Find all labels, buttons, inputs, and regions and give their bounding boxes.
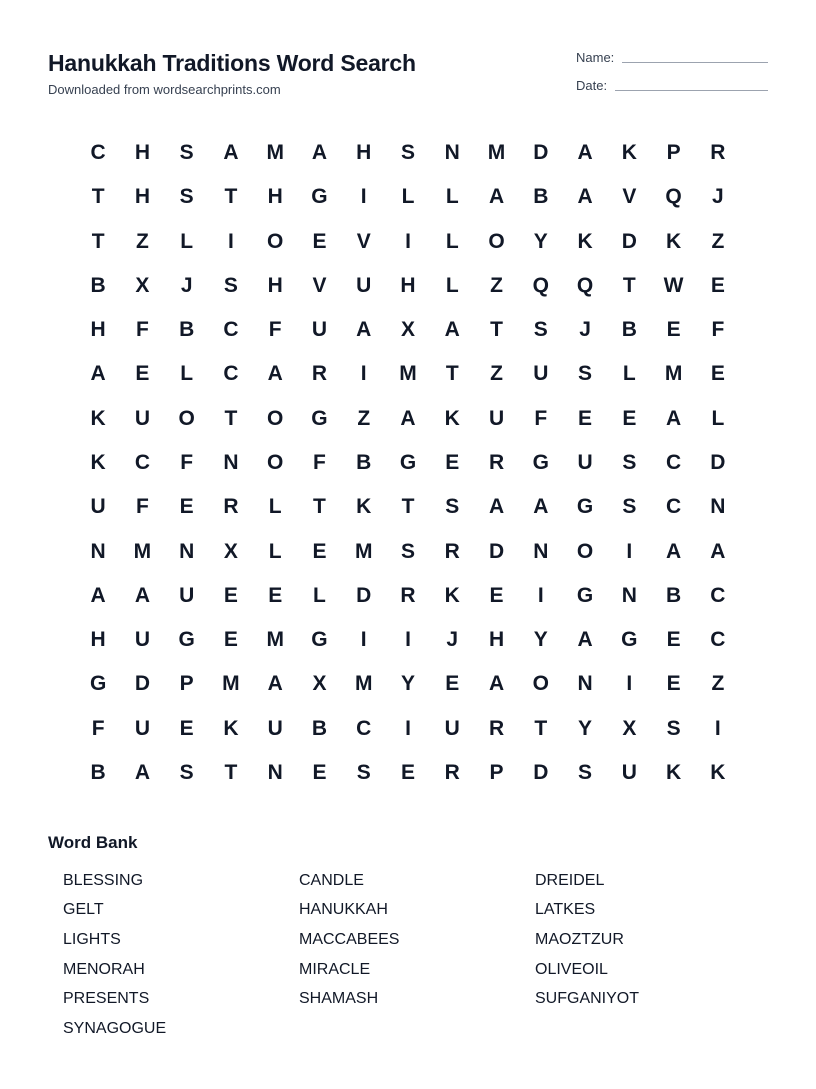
word-bank-item: SUFGANIYOT xyxy=(535,990,640,1008)
grid-letter: S xyxy=(578,760,593,784)
grid-letter: F xyxy=(135,318,149,342)
grid-letter: Q xyxy=(576,273,594,297)
grid-letter: C xyxy=(134,450,150,474)
grid-letter: A xyxy=(666,539,682,563)
grid-letter: O xyxy=(178,406,195,430)
grid-letter: K xyxy=(223,716,239,740)
grid-letter: G xyxy=(576,583,594,607)
grid-letter: A xyxy=(311,141,328,165)
grid-letter: Z xyxy=(711,672,725,696)
grid-letter: D xyxy=(134,672,150,696)
grid-letter: B xyxy=(356,450,372,474)
grid-letter: E xyxy=(666,628,681,652)
word-bank-item: PRESENTS xyxy=(63,990,150,1008)
grid-letter: A xyxy=(577,185,593,209)
grid-letter: O xyxy=(267,229,284,253)
grid-letter: E xyxy=(666,672,681,696)
grid-letter: Y xyxy=(400,672,415,696)
word-bank-title: Word Bank xyxy=(48,833,138,852)
grid-letter: M xyxy=(354,672,373,696)
grid-letter: H xyxy=(488,628,505,652)
grid-letter: D xyxy=(621,229,637,253)
grid-letter: R xyxy=(488,716,505,740)
date-line xyxy=(615,79,768,91)
grid-letter: A xyxy=(488,495,505,519)
grid-letter: I xyxy=(626,539,633,563)
grid-letter: H xyxy=(267,273,283,297)
grid-letter: E xyxy=(666,318,681,342)
grid-letter: D xyxy=(356,583,372,607)
grid-letter: R xyxy=(444,760,460,784)
grid-letter: K xyxy=(444,583,460,607)
grid-letter: T xyxy=(401,495,415,519)
grid-letter: I xyxy=(405,716,411,740)
grid-letter: T xyxy=(534,716,548,740)
grid-letter: U xyxy=(90,495,106,519)
word-bank-item: HANUKKAH xyxy=(299,901,388,919)
grid-letter: S xyxy=(666,716,681,740)
grid-letter: K xyxy=(710,760,726,784)
grid-letter: M xyxy=(266,141,284,165)
grid-letter: A xyxy=(134,583,150,607)
grid-letter: L xyxy=(401,185,415,209)
grid-letter: O xyxy=(267,406,284,430)
grid-letter: Y xyxy=(578,716,593,740)
date-field xyxy=(576,78,768,93)
grid-letter: E xyxy=(312,539,327,563)
grid-letter: C xyxy=(223,362,239,386)
grid-letter: O xyxy=(267,450,284,474)
grid-letter: U xyxy=(311,318,328,342)
grid-letter: X xyxy=(223,539,238,563)
grid-letter: S xyxy=(578,362,593,386)
grid-letter: T xyxy=(224,185,238,209)
grid-letter: L xyxy=(313,583,326,607)
grid-letter: A xyxy=(488,185,505,209)
grid-letter: K xyxy=(356,495,372,519)
grid-letter: A xyxy=(223,141,239,165)
word-bank-item: MAOZTZUR xyxy=(535,930,624,948)
grid-letter: U xyxy=(444,716,460,740)
grid-letter: A xyxy=(577,141,593,165)
grid-letter: U xyxy=(488,406,505,430)
grid-letter: Q xyxy=(665,185,682,209)
grid-letter: L xyxy=(180,229,194,253)
grid-letter: W xyxy=(663,273,684,297)
letter-grid xyxy=(76,131,740,795)
grid-letter: R xyxy=(710,141,726,165)
grid-letter: C xyxy=(356,716,372,740)
grid-letter: I xyxy=(405,628,411,652)
grid-letter: Z xyxy=(135,229,149,253)
grid-letter: T xyxy=(91,185,105,209)
grid-letter: E xyxy=(223,628,238,652)
grid-letter: J xyxy=(712,185,724,209)
grid-letter: R xyxy=(444,539,460,563)
grid-letter: A xyxy=(90,362,106,386)
grid-letter: N xyxy=(577,672,593,696)
grid-letter: D xyxy=(488,539,505,563)
grid-letter: U xyxy=(356,273,372,297)
grid-letter: K xyxy=(621,141,637,165)
grid-letter: G xyxy=(311,628,328,652)
grid-letter: E xyxy=(445,450,460,474)
grid-letter: U xyxy=(179,583,195,607)
grid-letter: T xyxy=(224,760,238,784)
grid-letter: H xyxy=(134,185,150,209)
grid-letter: I xyxy=(405,229,411,253)
grid-letter: L xyxy=(445,229,459,253)
grid-letter: C xyxy=(710,583,726,607)
grid-letter: M xyxy=(399,362,417,386)
grid-letter: M xyxy=(266,628,284,652)
grid-letter: S xyxy=(223,273,238,297)
grid-letter: N xyxy=(444,141,460,165)
word-bank-item: DREIDEL xyxy=(535,871,605,889)
grid-letter: F xyxy=(313,450,326,474)
grid-letter: T xyxy=(445,362,459,386)
grid-letter: A xyxy=(666,406,682,430)
grid-letter: H xyxy=(134,141,150,165)
grid-letter: O xyxy=(488,229,505,253)
grid-letter: F xyxy=(135,495,149,519)
grid-letter: K xyxy=(444,406,460,430)
grid-letter: R xyxy=(488,450,505,474)
word-bank-item: LATKES xyxy=(535,901,596,919)
grid-letter: A xyxy=(267,362,283,386)
grid-letter: E xyxy=(312,229,327,253)
grid-letter: V xyxy=(312,273,327,297)
grid-letter: E xyxy=(312,760,327,784)
grid-letter: U xyxy=(533,362,549,386)
grid-letter: O xyxy=(576,539,594,563)
grid-letter: M xyxy=(664,362,683,386)
grid-letter: K xyxy=(90,450,106,474)
grid-letter: S xyxy=(400,141,415,165)
grid-letter: B xyxy=(179,318,195,342)
grid-letter: E xyxy=(179,495,194,519)
grid-letter: F xyxy=(268,318,282,342)
grid-letter: S xyxy=(179,760,194,784)
name-line xyxy=(622,51,768,63)
word-bank-item: MIRACLE xyxy=(299,960,371,978)
grid-letter: T xyxy=(313,495,326,519)
word-bank-item: CANDLE xyxy=(299,871,364,889)
word-bank-item: OLIVEOIL xyxy=(535,960,608,978)
grid-letter: N xyxy=(710,495,726,519)
grid-letter: F xyxy=(711,318,725,342)
grid-letter: G xyxy=(311,185,328,209)
grid-letter: A xyxy=(267,672,283,696)
grid-letter: Z xyxy=(711,229,725,253)
grid-letter: C xyxy=(666,450,682,474)
grid-letter: M xyxy=(133,539,152,563)
grid-letter: H xyxy=(267,185,283,209)
grid-letter: A xyxy=(400,406,416,430)
grid-letter: Y xyxy=(533,628,548,652)
grid-letter: E xyxy=(223,583,238,607)
grid-letter: T xyxy=(91,229,105,253)
grid-letter: E xyxy=(622,406,637,430)
grid-letter: V xyxy=(356,229,371,253)
grid-letter: Z xyxy=(490,362,503,386)
grid-letter: I xyxy=(360,362,367,386)
grid-letter: E xyxy=(179,716,194,740)
grid-letter: K xyxy=(666,229,682,253)
word-bank-item: LIGHTS xyxy=(63,930,121,948)
grid-letter: K xyxy=(90,406,106,430)
grid-letter: E xyxy=(400,760,415,784)
grid-letter: C xyxy=(710,628,726,652)
grid-letter: A xyxy=(577,628,593,652)
grid-letter: M xyxy=(487,141,506,165)
grid-letter: L xyxy=(268,539,282,563)
grid-letter: S xyxy=(400,539,415,563)
page-title: Hanukkah Traditions Word Search xyxy=(48,50,416,76)
grid-letter: D xyxy=(710,450,726,474)
grid-letter: U xyxy=(134,406,150,430)
grid-letter: S xyxy=(356,760,371,784)
word-bank-item: SHAMASH xyxy=(299,990,379,1008)
word-bank-item: MACCABEES xyxy=(299,930,400,948)
source-credit: Downloaded from wordsearchprints.com xyxy=(48,82,281,97)
grid-letter: F xyxy=(534,406,548,430)
grid-letter: I xyxy=(360,628,367,652)
grid-letter: A xyxy=(356,318,372,342)
grid-letter: L xyxy=(180,362,194,386)
grid-letter: E xyxy=(578,406,593,430)
grid-letter: I xyxy=(537,583,544,607)
grid-letter: C xyxy=(90,141,106,165)
grid-letter: M xyxy=(222,672,240,696)
grid-letter: G xyxy=(178,628,195,652)
grid-letter: G xyxy=(532,450,549,474)
grid-letter: Z xyxy=(490,273,503,297)
grid-letter: J xyxy=(180,273,193,297)
grid-letter: B xyxy=(666,583,682,607)
grid-letter: H xyxy=(356,141,372,165)
grid-letter: B xyxy=(90,760,106,784)
grid-letter: E xyxy=(710,362,725,386)
grid-letter: D xyxy=(533,141,549,165)
grid-letter: A xyxy=(90,583,106,607)
grid-letter: G xyxy=(621,628,638,652)
grid-letter: E xyxy=(135,362,150,386)
grid-letter: U xyxy=(267,716,283,740)
word-bank-item: BLESSING xyxy=(63,871,144,889)
grid-letter: U xyxy=(621,760,637,784)
grid-letter: X xyxy=(622,716,637,740)
grid-letter: B xyxy=(311,716,328,740)
grid-letter: A xyxy=(488,672,505,696)
grid-letter: Z xyxy=(357,406,371,430)
grid-letter: K xyxy=(577,229,593,253)
grid-letter: A xyxy=(710,539,726,563)
grid-letter: N xyxy=(533,539,549,563)
grid-letter: M xyxy=(354,539,373,563)
grid-letter: A xyxy=(533,495,549,519)
grid-letter: L xyxy=(711,406,725,430)
grid-letter: I xyxy=(228,229,234,253)
grid-letter: H xyxy=(90,318,106,342)
grid-letter: B xyxy=(621,318,637,342)
grid-letter: L xyxy=(445,273,459,297)
grid-letter: A xyxy=(444,318,460,342)
grid-letter: S xyxy=(179,185,194,209)
grid-letter: G xyxy=(311,406,328,430)
grid-letter: N xyxy=(179,539,195,563)
grid-letter: J xyxy=(446,628,459,652)
grid-letter: G xyxy=(89,672,107,696)
grid-letter: N xyxy=(621,583,637,607)
grid-letter: U xyxy=(134,628,150,652)
grid-letter: L xyxy=(268,495,282,519)
grid-letter: K xyxy=(666,760,682,784)
name-field xyxy=(576,50,768,65)
grid-letter: J xyxy=(579,318,591,342)
word-bank xyxy=(63,866,783,1044)
grid-letter: E xyxy=(489,583,504,607)
grid-letter: U xyxy=(134,716,150,740)
grid-letter: R xyxy=(223,495,239,519)
grid-letter: S xyxy=(533,318,548,342)
grid-letter: I xyxy=(360,185,367,209)
grid-letter: S xyxy=(179,141,194,165)
grid-letter: N xyxy=(267,760,283,784)
grid-letter: B xyxy=(533,185,549,209)
grid-letter: S xyxy=(445,495,460,519)
grid-letter: Y xyxy=(533,229,548,253)
grid-letter: X xyxy=(135,273,150,297)
grid-letter: Q xyxy=(532,273,549,297)
grid-letter: E xyxy=(268,583,283,607)
grid-letter: U xyxy=(577,450,593,474)
grid-letter: G xyxy=(576,495,594,519)
date-label: Date: xyxy=(576,78,608,93)
grid-letter: C xyxy=(666,495,682,519)
grid-letter: N xyxy=(90,539,106,563)
word-bank-item: GELT xyxy=(63,901,104,919)
grid-letter: X xyxy=(312,672,327,696)
grid-letter: X xyxy=(400,318,415,342)
grid-letter: C xyxy=(223,318,239,342)
grid-letter: I xyxy=(626,672,633,696)
word-bank-item: MENORAH xyxy=(63,960,145,978)
grid-letter: S xyxy=(622,495,637,519)
grid-letter: B xyxy=(90,273,106,297)
grid-letter: V xyxy=(622,185,637,209)
grid-letter: E xyxy=(445,672,460,696)
grid-letter: S xyxy=(622,450,637,474)
grid-letter: R xyxy=(400,583,416,607)
grid-letter: T xyxy=(224,406,238,430)
word-bank-item: SYNAGOGUE xyxy=(63,1019,167,1037)
grid-letter: E xyxy=(710,273,725,297)
grid-letter: T xyxy=(490,318,503,342)
grid-letter: H xyxy=(90,628,106,652)
grid-letter: P xyxy=(179,672,194,696)
grid-letter: O xyxy=(532,672,549,696)
grid-letter: L xyxy=(445,185,459,209)
grid-letter: T xyxy=(622,273,636,297)
grid-letter: P xyxy=(489,760,504,784)
name-label: Name: xyxy=(576,50,615,65)
grid-letter: R xyxy=(311,362,328,386)
grid-letter: G xyxy=(399,450,417,474)
grid-letter: A xyxy=(134,760,150,784)
grid-letter: F xyxy=(180,450,194,474)
grid-letter: N xyxy=(223,450,239,474)
grid-letter: D xyxy=(533,760,549,784)
grid-letter: P xyxy=(666,141,681,165)
grid-letter: H xyxy=(400,273,416,297)
grid-letter: I xyxy=(714,716,721,740)
grid-letter: L xyxy=(622,362,636,386)
grid-letter: F xyxy=(91,716,105,740)
